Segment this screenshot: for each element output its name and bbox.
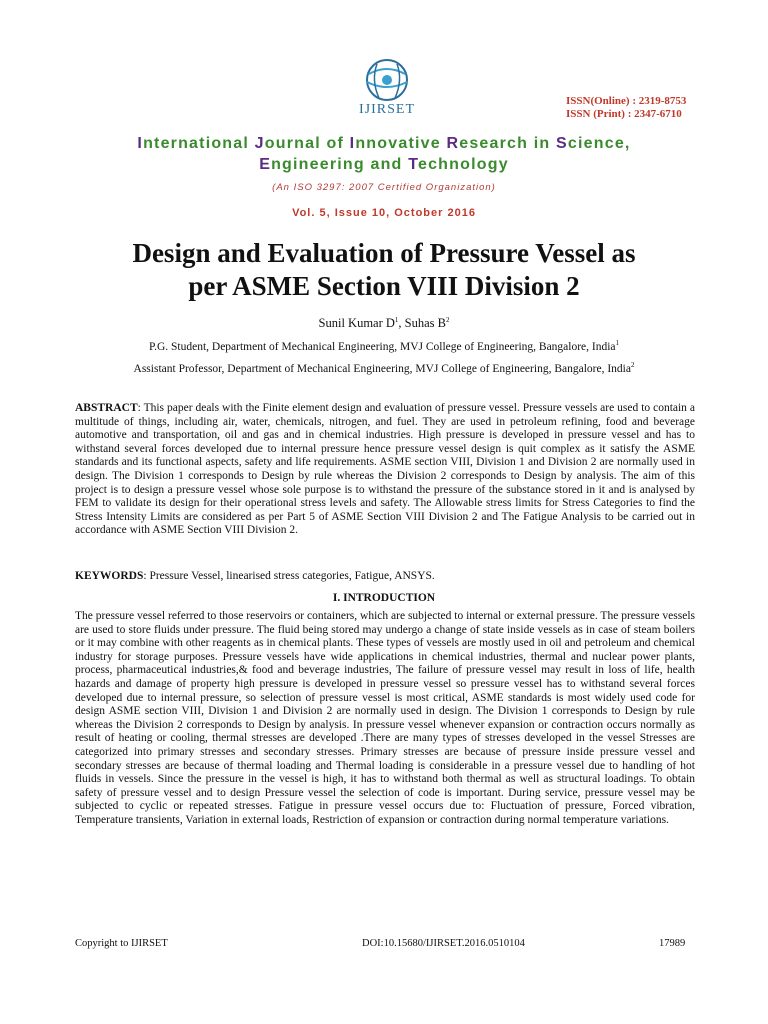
- title-part: nternational: [143, 135, 255, 152]
- title-cap: J: [254, 135, 265, 152]
- title-cap: S: [556, 135, 568, 152]
- affiliation-1: [60, 339, 708, 353]
- keywords-label: KEYWORDS: [75, 570, 144, 582]
- journal-title-line2: [60, 154, 708, 175]
- paper-title: [60, 237, 708, 303]
- authors-line: [60, 316, 708, 331]
- title-part: ournal of: [264, 135, 350, 152]
- volume-line: Vol. 5, Issue 10, October 2016: [292, 207, 476, 219]
- journal-logo: [347, 56, 427, 120]
- author-separator: ,: [398, 316, 405, 331]
- title-cap: E: [259, 156, 272, 173]
- affiliation-text: Assistant Professor, Department of Mechanical Engineering, MVJ College of Engineering, Bangalore, India: [133, 362, 631, 375]
- affiliation-sup: 2: [630, 361, 635, 369]
- section-heading-introduction: I. INTRODUCTION: [332, 592, 436, 604]
- title-part: echnology: [417, 156, 509, 173]
- issn-online: ISSN(Online) : 2319-8753: [566, 95, 687, 107]
- certification-line: (An ISO 3297: 2007 Certified Organization): [272, 182, 496, 193]
- title-part: cience,: [567, 135, 631, 152]
- keywords: [75, 570, 695, 584]
- issn-block: [566, 95, 746, 121]
- author-name: Sunil Kumar D: [318, 316, 395, 331]
- affiliation-text: P.G. Student, Department of Mechanical Engineering, MVJ College of Engineering, Bangalore, India: [148, 340, 616, 353]
- affiliation-2: [60, 361, 708, 375]
- title-cap: I: [137, 135, 144, 152]
- title-part: esearch in: [459, 135, 557, 152]
- title-part: ngineering and: [271, 156, 409, 173]
- paper-title-line1: Design and Evaluation of Pressure Vessel as: [132, 238, 636, 268]
- title-cap: R: [446, 135, 460, 152]
- title-cap: T: [408, 156, 418, 173]
- journal-title: [60, 133, 708, 175]
- author-name: Suhas B: [404, 316, 446, 331]
- abstract-label: ABSTRACT: [75, 402, 138, 414]
- logo-text: IJIRSET: [359, 102, 415, 117]
- page-number: 17989: [659, 938, 686, 949]
- footer-copyright: Copyright to IJIRSET: [75, 938, 168, 949]
- author-sup: 1: [394, 316, 399, 324]
- abstract: [75, 402, 695, 538]
- title-part: nnovative: [355, 135, 447, 152]
- title-cap: I: [349, 135, 356, 152]
- globe-icon: [347, 56, 427, 106]
- affiliation-sup: 1: [615, 339, 620, 347]
- abstract-text: : This paper deals with the Finite element design and evaluation of pressure vessel. Pressure vessels are used to contain a multitude of things, including air, water, chemicals, nitrogen, and fuel. They are used in petroleum refining, food and beverage automotive and transportation, oil and gas and in chemical industries. High pressure is developed in pressure vessel and has to withstand several forces developed due to internal pressure hence pressure vessel design is quit complex as it satisfy the ASME standards and its functional aspects, safety and life requirements. ASME section VIII, Division 1 and Division 2 are normally used in design. The Division 1 corresponds to Design by rule whereas the Division 2 corresponds to Design by analysis. The aim of this project is to design a pressure vessel whose sole purpose is to withstand the pressure of the substance stored in it and is analysed by FEM to validate its design for their operational stress levels and safety. The Allowable stress limits for Stress Categories to find the Stress Intensity Limits are considered as per Part 5 of ASME Section VIII Division 2 and The Fatigue Analysis to be carried out in accordance with ASME Section VIII Division 2.: [75, 402, 695, 537]
- footer-doi: DOI:10.15680/IJIRSET.2016.0510104: [362, 938, 525, 949]
- journal-title-line1: [60, 133, 708, 154]
- keywords-text: : Pressure Vessel, linearised stress categories, Fatigue, ANSYS.: [143, 570, 435, 582]
- paper-title-line2: per ASME Section VIII Division 2: [188, 271, 580, 301]
- author-sup: 2: [445, 316, 450, 324]
- issn-print: ISSN (Print) : 2347-6710: [566, 108, 682, 120]
- introduction-text: The pressure vessel referred to those reservoirs or containers, which are subjected to internal or external pressure. The pressure vessels are used to store fluids under pressure. The fluid being stored may undergo a change of state inside vessels as in case of steam boilers or it may combine with other reagents as in chemical plants. These types of vessels are mostly used in oil and petroleum and chemical industry for storage purposes. Pressure vessels have wide applications in chemical industries, thermal and nuclear power plants, process, pharmaceutical industries,& food and beverage industries, The failure of pressure vessel may result in loss of life, health hazards and damage of property high pressure is developed in pressure vessel so pressure vessel has to withstand several forces developed due to internal pressure, so selection of pressure vessel is most critical, ASME standards is most widely used code for design ASME section VIII, Division 1 and Division 2 are normally used in design. The Division 1 corresponds to Design by rule whereas the Division 2 corresponds to Design by analysis. In pressure vessel whenever expansion or contraction occurs normally as result of heating or cooling, thermal stresses are developed .There are many types of stresses developed in the vessel Stresses are categorized into primary stresses and secondary stresses. Primary stresses are because of pressure inside pressure vessel and secondary stresses are because of thermal loading and Thermal loading is considerable in a pressure vessel due to handling of hot fluids in vessels. Since the pressure in the vessel is high, it has to withstand both thermal as well as structural loadings. To obtain safety of pressure vessel and to design Pressure vessel the selection of code is important. During service, pressure vessel may be subjected to cyclic or repeated stresses. Fatigue in pressure vessel occurs due to: Fluctuation of pressure, Forced vibration, Temperature transients, Variation in external loads, Restriction of expansion or contraction during normal temperature variations.: [75, 610, 695, 826]
